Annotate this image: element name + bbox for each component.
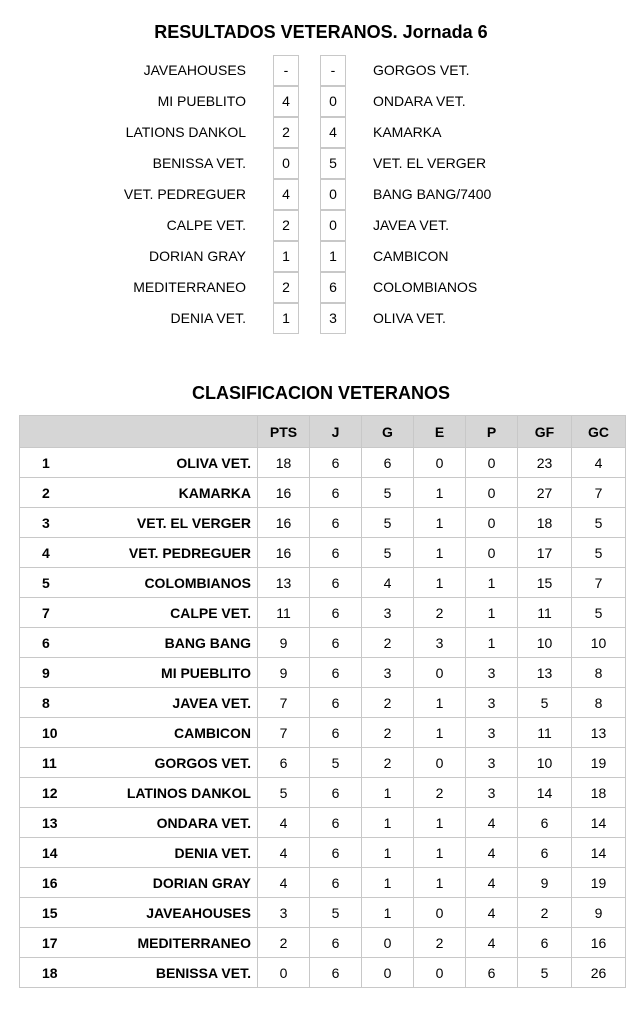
row-team: VET. EL VERGER	[100, 508, 258, 538]
row-gc: 13	[572, 718, 626, 748]
row-gf: 13	[518, 658, 572, 688]
row-pts: 16	[258, 508, 310, 538]
row-e: 1	[414, 868, 466, 898]
row-position: 16	[20, 868, 100, 898]
row-pts: 9	[258, 628, 310, 658]
row-j: 6	[310, 538, 362, 568]
row-j: 6	[310, 718, 362, 748]
row-e: 2	[414, 928, 466, 958]
row-pts: 9	[258, 658, 310, 688]
row-g: 0	[362, 928, 414, 958]
header-position	[20, 416, 100, 448]
row-team: VET. PEDREGUER	[100, 538, 258, 568]
row-e: 1	[414, 478, 466, 508]
row-gc: 5	[572, 508, 626, 538]
row-team: CALPE VET.	[100, 598, 258, 628]
table-row	[20, 838, 626, 868]
table-row	[20, 478, 626, 508]
table-row	[20, 748, 626, 778]
row-gc: 8	[572, 688, 626, 718]
header-j: J	[310, 416, 362, 448]
header-pts: PTS	[258, 416, 310, 448]
match-home-score: 4	[273, 179, 299, 210]
match-away-team: CAMBICON	[373, 248, 449, 264]
match-home-team: VET. PEDREGUER	[123, 186, 246, 202]
row-gc: 5	[572, 538, 626, 568]
row-position: 10	[20, 718, 100, 748]
row-gc: 14	[572, 808, 626, 838]
match-home-team: JAVEAHOUSES	[143, 62, 246, 78]
row-g: 2	[362, 718, 414, 748]
row-pts: 4	[258, 808, 310, 838]
match-home-team: CALPE VET.	[166, 217, 246, 233]
table-row	[20, 538, 626, 568]
row-e: 1	[414, 688, 466, 718]
table-row	[20, 778, 626, 808]
row-pts: 2	[258, 928, 310, 958]
standings-title: CLASIFICACION VETERANOS	[191, 383, 450, 403]
row-gf: 14	[518, 778, 572, 808]
row-team: OLIVA VET.	[100, 448, 258, 478]
row-gf: 23	[518, 448, 572, 478]
row-gc: 4	[572, 448, 626, 478]
row-j: 6	[310, 658, 362, 688]
match-home-score: 1	[273, 303, 299, 334]
match-away-score: 0	[320, 86, 346, 117]
row-e: 2	[414, 598, 466, 628]
row-position: 3	[20, 508, 100, 538]
row-e: 1	[414, 538, 466, 568]
match-away-team: COLOMBIANOS	[373, 279, 478, 295]
table-row	[20, 568, 626, 598]
row-team: JAVEA VET.	[100, 688, 258, 718]
row-gf: 11	[518, 718, 572, 748]
match-home-score: 2	[273, 272, 299, 303]
row-position: 8	[20, 688, 100, 718]
match-away-team: GORGOS VET.	[373, 62, 470, 78]
match-home-team: DORIAN GRAY	[149, 248, 246, 264]
row-gc: 9	[572, 898, 626, 928]
row-g: 5	[362, 478, 414, 508]
row-j: 6	[310, 958, 362, 988]
row-gf: 17	[518, 538, 572, 568]
row-gf: 6	[518, 928, 572, 958]
match-away-team: BANG BANG/7400	[373, 186, 492, 202]
row-pts: 5	[258, 778, 310, 808]
match-home-team: MI PUEBLITO	[157, 93, 246, 109]
row-team: JAVEAHOUSES	[100, 898, 258, 928]
row-team: DENIA VET.	[100, 838, 258, 868]
header-p: P	[466, 416, 518, 448]
row-g: 2	[362, 628, 414, 658]
row-p: 0	[466, 538, 518, 568]
row-gc: 16	[572, 928, 626, 958]
table-row	[20, 928, 626, 958]
row-pts: 11	[258, 598, 310, 628]
row-g: 5	[362, 538, 414, 568]
row-team: ONDARA VET.	[100, 808, 258, 838]
row-p: 0	[466, 478, 518, 508]
row-position: 1	[20, 448, 100, 478]
header-g: G	[362, 416, 414, 448]
table-row	[20, 868, 626, 898]
row-team: KAMARKA	[100, 478, 258, 508]
table-row	[20, 958, 626, 988]
row-gf: 10	[518, 628, 572, 658]
row-p: 6	[466, 958, 518, 988]
row-p: 4	[466, 928, 518, 958]
row-g: 6	[362, 448, 414, 478]
match-away-team: ONDARA VET.	[373, 93, 466, 109]
row-gf: 9	[518, 868, 572, 898]
row-pts: 18	[258, 448, 310, 478]
match-away-score: 4	[320, 117, 346, 148]
row-j: 5	[310, 748, 362, 778]
row-team: DORIAN GRAY	[100, 868, 258, 898]
row-p: 3	[466, 718, 518, 748]
row-gf: 6	[518, 838, 572, 868]
row-j: 6	[310, 808, 362, 838]
row-position: 11	[20, 748, 100, 778]
row-j: 6	[310, 508, 362, 538]
row-p: 1	[466, 568, 518, 598]
row-position: 14	[20, 838, 100, 868]
match-away-score: 6	[320, 272, 346, 303]
row-e: 0	[414, 898, 466, 928]
table-row	[20, 898, 626, 928]
row-team: GORGOS VET.	[100, 748, 258, 778]
match-row	[0, 272, 642, 303]
row-j: 6	[310, 688, 362, 718]
table-row	[20, 598, 626, 628]
row-gc: 18	[572, 778, 626, 808]
row-g: 2	[362, 688, 414, 718]
row-team: COLOMBIANOS	[100, 568, 258, 598]
row-e: 3	[414, 628, 466, 658]
row-position: 9	[20, 658, 100, 688]
match-row	[0, 117, 642, 148]
standings-body	[20, 448, 626, 988]
row-pts: 4	[258, 868, 310, 898]
row-team: BENISSA VET.	[100, 958, 258, 988]
match-home-score: 2	[273, 117, 299, 148]
row-position: 13	[20, 808, 100, 838]
row-gf: 5	[518, 688, 572, 718]
row-position: 18	[20, 958, 100, 988]
row-gf: 6	[518, 808, 572, 838]
row-gf: 10	[518, 748, 572, 778]
row-pts: 3	[258, 898, 310, 928]
match-row	[0, 303, 642, 334]
header-gc: GC	[572, 416, 626, 448]
row-e: 1	[414, 718, 466, 748]
row-j: 5	[310, 898, 362, 928]
match-home-score: 2	[273, 210, 299, 241]
row-pts: 16	[258, 538, 310, 568]
row-p: 0	[466, 448, 518, 478]
match-home-score: -	[273, 55, 299, 86]
row-gf: 18	[518, 508, 572, 538]
row-g: 1	[362, 898, 414, 928]
row-j: 6	[310, 478, 362, 508]
row-gc: 10	[572, 628, 626, 658]
row-position: 4	[20, 538, 100, 568]
match-row	[0, 86, 642, 117]
row-p: 3	[466, 778, 518, 808]
row-gf: 2	[518, 898, 572, 928]
match-home-team: LATIONS DANKOL	[125, 124, 246, 140]
row-pts: 4	[258, 838, 310, 868]
row-p: 4	[466, 838, 518, 868]
row-j: 6	[310, 838, 362, 868]
row-gc: 14	[572, 838, 626, 868]
row-g: 1	[362, 868, 414, 898]
row-gc: 19	[572, 748, 626, 778]
row-g: 4	[362, 568, 414, 598]
row-g: 5	[362, 508, 414, 538]
match-away-team: OLIVA VET.	[373, 310, 446, 326]
row-e: 1	[414, 808, 466, 838]
match-home-score: 0	[273, 148, 299, 179]
standings-table	[19, 415, 626, 988]
header-gf: GF	[518, 416, 572, 448]
row-e: 0	[414, 448, 466, 478]
row-j: 6	[310, 928, 362, 958]
table-row	[20, 688, 626, 718]
row-pts: 0	[258, 958, 310, 988]
row-position: 2	[20, 478, 100, 508]
row-p: 3	[466, 748, 518, 778]
row-gf: 15	[518, 568, 572, 598]
match-home-score: 4	[273, 86, 299, 117]
match-away-score: 3	[320, 303, 346, 334]
header-team	[100, 416, 258, 448]
row-team: LATINOS DANKOL	[100, 778, 258, 808]
row-p: 1	[466, 598, 518, 628]
row-position: 7	[20, 598, 100, 628]
match-row	[0, 179, 642, 210]
row-position: 12	[20, 778, 100, 808]
row-e: 1	[414, 838, 466, 868]
row-g: 1	[362, 808, 414, 838]
row-g: 1	[362, 838, 414, 868]
row-j: 6	[310, 598, 362, 628]
row-gc: 7	[572, 568, 626, 598]
row-gc: 7	[572, 478, 626, 508]
row-e: 0	[414, 748, 466, 778]
row-pts: 13	[258, 568, 310, 598]
row-e: 2	[414, 778, 466, 808]
row-e: 0	[414, 958, 466, 988]
table-row	[20, 448, 626, 478]
row-e: 1	[414, 568, 466, 598]
results-title: RESULTADOS VETERANOS. Jornada 6	[154, 22, 488, 42]
row-gf: 5	[518, 958, 572, 988]
row-pts: 16	[258, 478, 310, 508]
match-row	[0, 241, 642, 272]
row-g: 3	[362, 658, 414, 688]
match-away-team: KAMARKA	[373, 124, 442, 140]
row-e: 1	[414, 508, 466, 538]
table-row	[20, 718, 626, 748]
row-j: 6	[310, 568, 362, 598]
row-g: 1	[362, 778, 414, 808]
row-j: 6	[310, 628, 362, 658]
table-row	[20, 628, 626, 658]
row-g: 2	[362, 748, 414, 778]
match-row	[0, 55, 642, 86]
row-j: 6	[310, 868, 362, 898]
row-team: CAMBICON	[100, 718, 258, 748]
standings-header-row	[20, 416, 626, 448]
match-row	[0, 210, 642, 241]
row-pts: 7	[258, 718, 310, 748]
row-gc: 19	[572, 868, 626, 898]
table-row	[20, 808, 626, 838]
row-g: 3	[362, 598, 414, 628]
match-away-team: VET. EL VERGER	[373, 155, 487, 171]
match-row	[0, 148, 642, 179]
row-position: 15	[20, 898, 100, 928]
row-gc: 8	[572, 658, 626, 688]
row-team: MI PUEBLITO	[100, 658, 258, 688]
row-p: 4	[466, 898, 518, 928]
row-team: MEDITERRANEO	[100, 928, 258, 958]
table-row	[20, 658, 626, 688]
match-home-team: MEDITERRANEO	[133, 279, 246, 295]
row-gf: 27	[518, 478, 572, 508]
match-away-score: 0	[320, 210, 346, 241]
match-away-score: -	[320, 55, 346, 86]
row-p: 3	[466, 688, 518, 718]
row-p: 1	[466, 628, 518, 658]
row-e: 0	[414, 658, 466, 688]
match-away-score: 1	[320, 241, 346, 272]
row-gf: 11	[518, 598, 572, 628]
row-p: 0	[466, 508, 518, 538]
match-home-team: DENIA VET.	[170, 310, 246, 326]
row-pts: 6	[258, 748, 310, 778]
row-p: 4	[466, 808, 518, 838]
match-home-score: 1	[273, 241, 299, 272]
row-j: 6	[310, 778, 362, 808]
match-away-score: 5	[320, 148, 346, 179]
row-pts: 7	[258, 688, 310, 718]
row-g: 0	[362, 958, 414, 988]
row-team: BANG BANG	[100, 628, 258, 658]
match-home-team: BENISSA VET.	[152, 155, 246, 171]
row-position: 5	[20, 568, 100, 598]
row-position: 6	[20, 628, 100, 658]
match-away-team: JAVEA VET.	[373, 217, 449, 233]
row-j: 6	[310, 448, 362, 478]
match-away-score: 0	[320, 179, 346, 210]
table-row	[20, 508, 626, 538]
row-gc: 5	[572, 598, 626, 628]
row-position: 17	[20, 928, 100, 958]
row-gc: 26	[572, 958, 626, 988]
row-p: 4	[466, 868, 518, 898]
row-p: 3	[466, 658, 518, 688]
header-e: E	[414, 416, 466, 448]
